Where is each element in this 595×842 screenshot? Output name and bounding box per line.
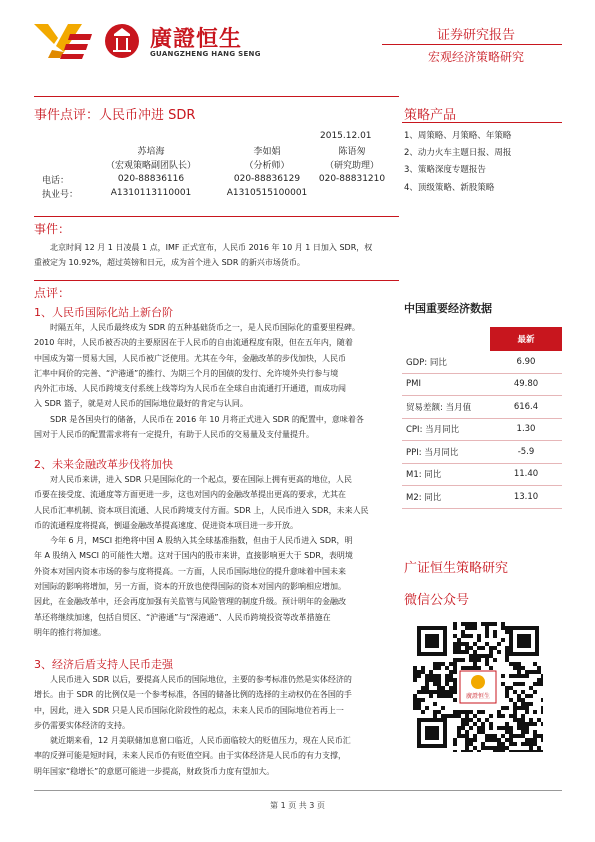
- row-value: 11.40: [490, 463, 562, 486]
- text-line: 增长。由于 SDR 的比例仅是一个参考标准，各国的储备比例的选择的主动权仍在各国的手: [34, 690, 352, 700]
- section-divider: [34, 280, 399, 281]
- text-line: 汇率中间价的完善、“沪港通”的推行、为期三个月的国债的发行、允许境外央行参与境: [34, 368, 339, 378]
- page-number: 第 1 页 共 3 页: [270, 801, 325, 810]
- qr-caption: 廣證恒生: [465, 693, 491, 700]
- table-corner: [402, 327, 490, 351]
- event-paragraph: [34, 240, 398, 271]
- products-title: 策略产品: [404, 108, 457, 123]
- footer-divider: [34, 790, 562, 791]
- table-row: [402, 351, 562, 373]
- econ-data-table: [402, 327, 562, 509]
- row-label: PMI: [402, 373, 490, 396]
- main-top-divider: [34, 96, 399, 97]
- table-row: [402, 396, 562, 419]
- text-line: 北京时间 12 月 1 日凌晨 1 点，IMF 正式宣布，人民币 2016 年 10 月 1 日加入 SDR，权: [50, 243, 373, 252]
- phone-label: 电话：: [42, 176, 70, 186]
- brand-name-en: GUANGZHENG HANG SENG: [150, 50, 261, 58]
- report-type: 证券研究报告: [436, 28, 515, 43]
- row-value: 49.80: [490, 373, 562, 396]
- text-line: 币的流通程度将提高，倒逼金融改革提高速度、促进资本项目进一步开放。: [34, 520, 298, 530]
- table-row: [402, 441, 562, 464]
- logo-ye-icon: [34, 22, 94, 60]
- text-line: 步仍需要实体经济的支持。: [34, 720, 130, 730]
- text-line: 明年国家“稳增长”的意愿可能进一步提高，财政货币力度有望加大。: [34, 766, 275, 776]
- analyst-name: 苏培海: [137, 147, 165, 157]
- list-item: 4、顶级策略、新股策略: [404, 182, 495, 193]
- text-line: 国对于人民币的配置需求将有一定提升，有助于人民币的交易量及支付量提升。: [34, 430, 314, 440]
- row-value: 6.90: [490, 351, 562, 373]
- text-line: 明年的推行将加速。: [34, 627, 106, 637]
- section-divider: [34, 216, 399, 217]
- analyst-name: 陈语匆: [338, 147, 366, 157]
- row-label: CPI: 当月同比: [402, 418, 490, 441]
- report-series: 宏观经济策略研究: [427, 50, 524, 64]
- row-label: GDP: 同比: [402, 351, 490, 373]
- section-1-body: [34, 320, 398, 442]
- text-line: 对国际的影响将增加，另一方面，资本的开放也使得国际的资本对国内的影响相应增加。: [34, 582, 346, 592]
- analyst-role: （宏观策略副团队长）: [105, 160, 196, 171]
- analyst-card: [304, 146, 400, 187]
- text-line: 因此，在金融改革中，还会再度加强有关监管与风险管理的制度升级。预计明年的金融改: [34, 597, 346, 607]
- analyst-name: 李如娟: [253, 147, 281, 157]
- wechat-subtitle: 微信公众号: [404, 593, 470, 608]
- logo-badge-icon: [104, 22, 140, 60]
- text-line: 外资本对国内资本市场的参与度将提高。一方面，人民币国际地位的提升意味着中国未来: [34, 566, 346, 576]
- analyst-license: A1310113110001: [110, 187, 192, 198]
- sidebar-divider: [402, 122, 562, 123]
- row-value: 1.30: [490, 418, 562, 441]
- text-line: 时隔五年，人民币最终成为 SDR 的五种基础货币之一，是人民币国际化的重要里程碑。: [50, 323, 360, 332]
- row-label: M1: 同比: [402, 463, 490, 486]
- text-line: 今年 6 月，MSCI 拒绝将中国 A 股纳入其全球基准指数，但由于人民币进入 SDR，明: [50, 536, 353, 546]
- analyst-phone: 020-88836116: [117, 174, 185, 184]
- text-line: SDR 是各国央行的储备，人民币在 2016 年 10 月将正式进入 SDR 的配置中，意味着各: [50, 414, 364, 424]
- qr-code-icon: [413, 622, 543, 752]
- text-line: 币要在接受度、流通度等方面更进一步，这也对国内的金融改革提出更高的要求，尤其在: [34, 490, 346, 500]
- row-label: M2: 同比: [402, 486, 490, 509]
- section-heading: 3、经济后盾支持人民币走强: [34, 658, 173, 671]
- products-list: [404, 128, 511, 197]
- econ-data-title: 中国重要经济数据: [404, 302, 492, 315]
- event-heading: 事件：: [34, 222, 71, 236]
- text-line: 2010 年时，人民币被否决的主要原因在于人民币的自由流通程度有限，但在五年内，随着: [34, 338, 353, 348]
- list-item: 2、动力火车主题日报、周报: [404, 148, 512, 159]
- license-label: 执业号：: [42, 190, 79, 200]
- section-heading: 2、未来金融改革步伐将加快: [34, 458, 173, 471]
- table-row: [402, 418, 562, 441]
- table-header-latest: 最新: [490, 327, 562, 351]
- comment-heading: 点评：: [34, 286, 71, 300]
- analyst-role: （研究助理）: [324, 160, 379, 171]
- table-row: [402, 486, 562, 509]
- text-line: 年 A 股纳入 MSCI 的可能性大增。这对于国内的股市来讲，直接影响更大于 SDR，表明境: [34, 551, 353, 561]
- analyst-role: （分析师）: [244, 160, 290, 171]
- analyst-license: A1310515100001: [226, 187, 308, 198]
- analyst-card: [96, 146, 206, 200]
- text-line: 内外汇市场、人民币跨境支付系统上线等均为人民币在全球自由流通打开通道，而成功闯: [34, 384, 346, 394]
- row-label: 贸易差额: 当月值: [402, 396, 490, 419]
- brand-name-cn: 廣證恒生: [150, 27, 243, 52]
- analyst-phone: 020-88836129: [233, 174, 301, 184]
- event-title: 事件点评：人民币冲进 SDR: [34, 108, 196, 123]
- row-value: 616.4: [490, 396, 562, 419]
- report-date: 2015.12.01: [320, 131, 372, 141]
- text-line: 人民币汇率机制、资本项目流通、人民币跨境支付方面。SDR 上，人民币进入 SDR，未来人民: [34, 505, 369, 515]
- text-line: 对人民币来讲，进入 SDR 只是国际化的一个起点，要在国际上拥有更高的地位，人民: [50, 475, 352, 484]
- section-2-body: [34, 472, 398, 640]
- text-line: 人民币进入 SDR 以后，要提高人民币的国际地位，主要的参考标准仍然是实体经济的: [50, 675, 352, 684]
- row-value: -5.9: [490, 441, 562, 464]
- list-item: 3、策略深度专题报告: [404, 165, 486, 176]
- wechat-title: 广证恒生策略研究: [404, 561, 509, 576]
- table-row: [402, 463, 562, 486]
- text-line: 重被定为 10.92%，超过英镑和日元，成为首个进入 SDR 的新兴市场货币。: [34, 258, 305, 268]
- row-label: PPI: 当月同比: [402, 441, 490, 464]
- text-line: 革还将继续加速，包括自贸区、“沪港通”与“深港通”、人民币跨境投资等改革措施在: [34, 612, 331, 622]
- section-3-body: [34, 672, 398, 779]
- table-row: [402, 373, 562, 396]
- text-line: 中国成为第一贸易大国，人民币被广泛使用。尤其在今年，金融改革的步伐加快，人民币: [34, 353, 346, 363]
- text-line: 入 SDR 篮子，就是对人民币的国际地位最好的肯定与认同。: [34, 399, 248, 409]
- row-value: 13.10: [490, 486, 562, 509]
- text-line: 就近期来看，12 月美联储加息窗口临近，人民币面临较大的贬值压力，现在人民币汇: [50, 736, 351, 746]
- section-heading: 1、人民币国际化站上新台阶: [34, 306, 173, 319]
- text-line: 率的反弹可能是短时间，未来人民币仍有贬值空间。由于实体经济是人民币的有力支撑，: [34, 751, 346, 761]
- analyst-phone: 020-88831210: [318, 174, 386, 184]
- text-line: 中，因此，进入 SDR 只是人民币国际化阶段性的起点，未来人民币的国际地位若再上一: [34, 705, 344, 715]
- list-item: 1、周策略、月策略、年策略: [404, 131, 512, 141]
- header-divider: [382, 44, 562, 45]
